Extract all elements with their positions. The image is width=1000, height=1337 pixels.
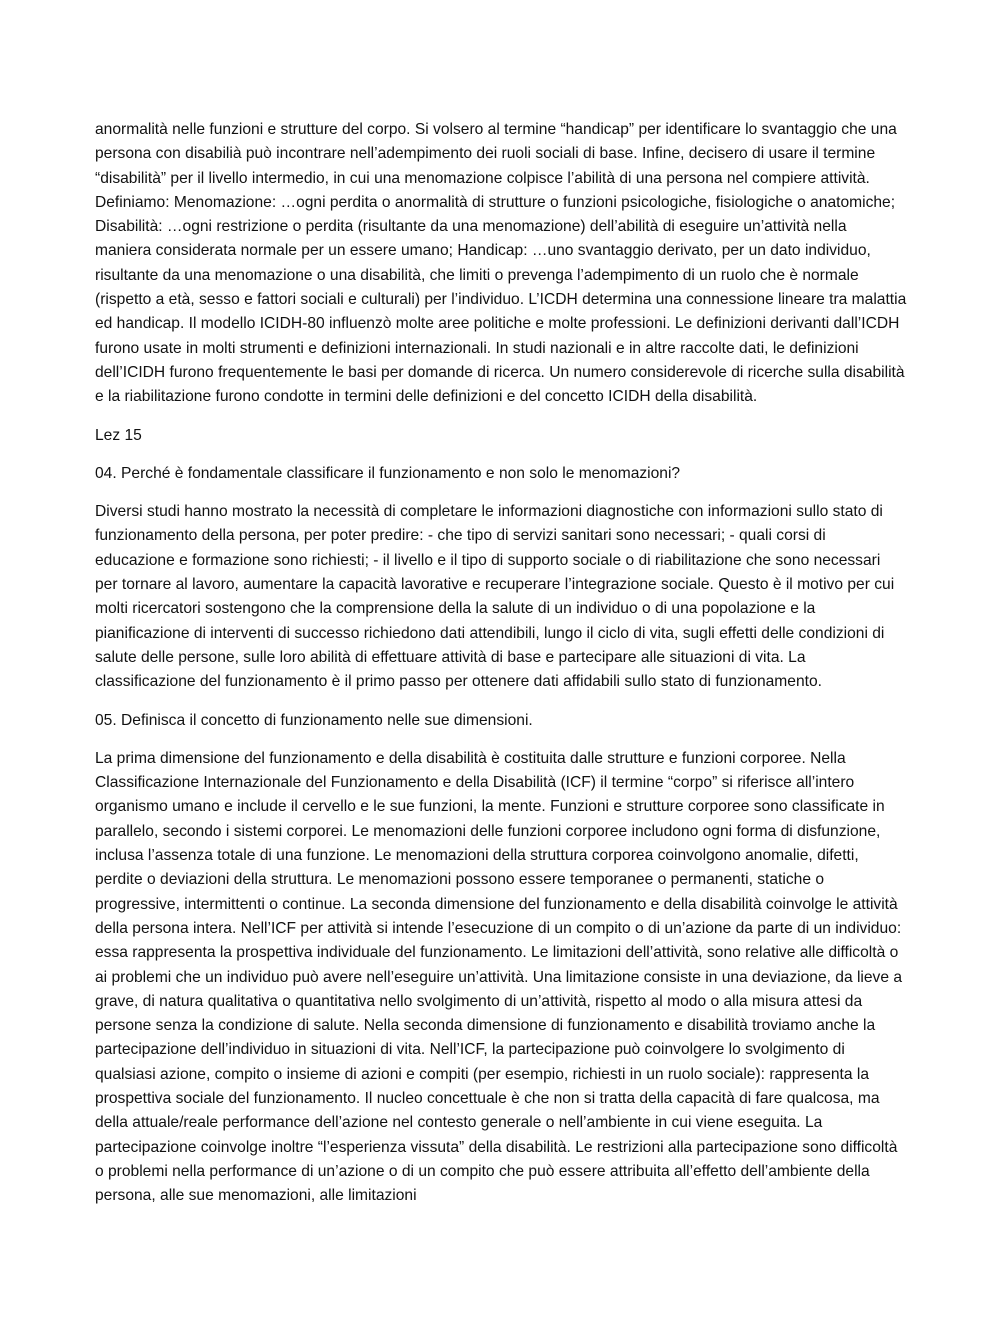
lesson-label: Lez 15: [95, 426, 142, 444]
body-paragraph: anormalità nelle funzioni e strutture del corpo. Si volsero al termine “handicap” per identificare lo svantaggio che una persona con disabilià può incontrare nell’adempimento dei ruoli sociali di base. Infine, decisero di usare il termine “disabilità” per il livello intermedio, in cui una menomazione colpisce l’abilità di una persona nel compiere attività. Definiamo: Menomazione: …ogni perdita o anormalità di strutture o funzioni psicologiche, fisiologiche o anatomiche; Disabilità: …ogni restrizione o perdita (risultante da una menomazione) dell’abilità di eseguire un’attività nella maniera considerata normale per un essere umano; Handicap: …uno svantaggio derivato, per un dato individuo, risultante da una menomazione o una disabilità, che limiti o prevenga l’adempimento di un ruolo che è normale (rispetto a età, sesso e fattori sociali e culturali) per l’individuo. L’ICDH determina una connessione lineare tra malattia ed handicap. Il modello ICIDH-80 influenzò molte aree politiche e molte professioni. Le definizioni derivanti dall’ICDH furono usate in molti strumenti e definizioni internazionali. In studi nazionali e in altre raccolte dati, le definizioni dell’ICIDH furono frequentemente le basi per domande di ricerca. Un numero considerevole di ricerche sulla disabilità e la riabilitazione furono condotte in termini delle definizioni e del concetto ICIDH della disabilità.: [95, 121, 907, 406]
question-heading: 04. Perché è fondamentale classificare il funzionamento e non solo le menomazioni?: [95, 464, 681, 482]
body-paragraph: Diversi studi hanno mostrato la necessità di completare le informazioni diagnostiche con informazioni sullo stato di funzionamento della persona, per poter predire: - che tipo di servizi sanitari sono necessari; - quali corsi di educazione e formazione sono richiesti; - il livello e il tipo di supporto sociale o di riabilitazione che sono necessari per tornare al lavoro, aumentare la capacità lavorative e recuperare l’integrazione sociale. Questo è il motivo per cui molti ricercatori sostengono che la comprensione della la salute di un individuo o di una popolazione e la pianificazione di interventi di successo richiedono dati attendibili, lungo il ciclo di vita, sugli effetti delle condizioni di salute delle persone, sulle loro abilità di effettuare attività di base e partecipare alle situazioni di vita. La classificazione del funzionamento è il primo passo per ottenere dati affidabili sullo stato di funzionamento.: [95, 503, 895, 691]
question-heading: 05. Definisca il concetto di funzionamento nelle sue dimensioni.: [95, 711, 533, 729]
document-page: [95, 118, 907, 1222]
body-paragraph: La prima dimensione del funzionamento e della disabilità è costituita dalle strutture e funzioni corporee. Nella Classificazione Internazionale del Funzionamento e della Disabilità (ICF) il termine “corpo” si riferisce all’intero organismo umano e include il cervello e le sue funzioni, la mente. Funzioni e strutture corporee sono classificate in parallelo, secondo i sistemi corporei. Le menomazioni delle funzioni corporee includono ogni forma di disfunzione, inclusa l’assenza totale di una funzione. Le menomazioni della struttura corporea coinvolgono anomalie, difetti, perdite o deviazioni della struttura. Le menomazioni possono essere temporanee o permanenti, statiche o progressive, intermittenti o continue. La seconda dimensione del funzionamento e della disabilità coinvolge le attività della persona intera. Nell’ICF per attività si intende l’esecuzione di un compito o di un’azione da parte di un individuo: essa rappresenta la prospettiva individuale del funzionamento. Le limitazioni dell’attività, sono relative alle difficoltà o ai problemi che un individuo può avere nell’eseguire un’attività. Una limitazione consiste in una deviazione, da lieve a grave, di natura qualitativa o quantitativa nello svolgimento di un’attività, rispetto al modo o alla misura attesi da persone senza la condizione di salute. Nella seconda dimensione di funzionamento e disabilità troviamo anche la partecipazione dell’individuo in situazioni di vita. Nell’ICF, la partecipazione può coinvolgere lo svolgimento di qualsiasi azione, compito o insieme di azioni e compiti (per esempio, richiesti in un ruolo sociale): rappresenta la prospettiva sociale del funzionamento. Il nucleo concettuale è che non si tratta della capacità di fare qualcosa, ma della attuale/reale performance dell’azione nel contesto generale o nell’ambiente in cui viene eseguita. La partecipazione coinvolge inoltre “l’esperienza vissuta” della disabilità. Le restrizioni alla partecipazione sono difficoltà o problemi nella performance di un’azione o di un compito che può essere attribuita all’effetto dell’ambiente della persona, alle sue menomazioni, alle limitazioni: [95, 749, 903, 1205]
